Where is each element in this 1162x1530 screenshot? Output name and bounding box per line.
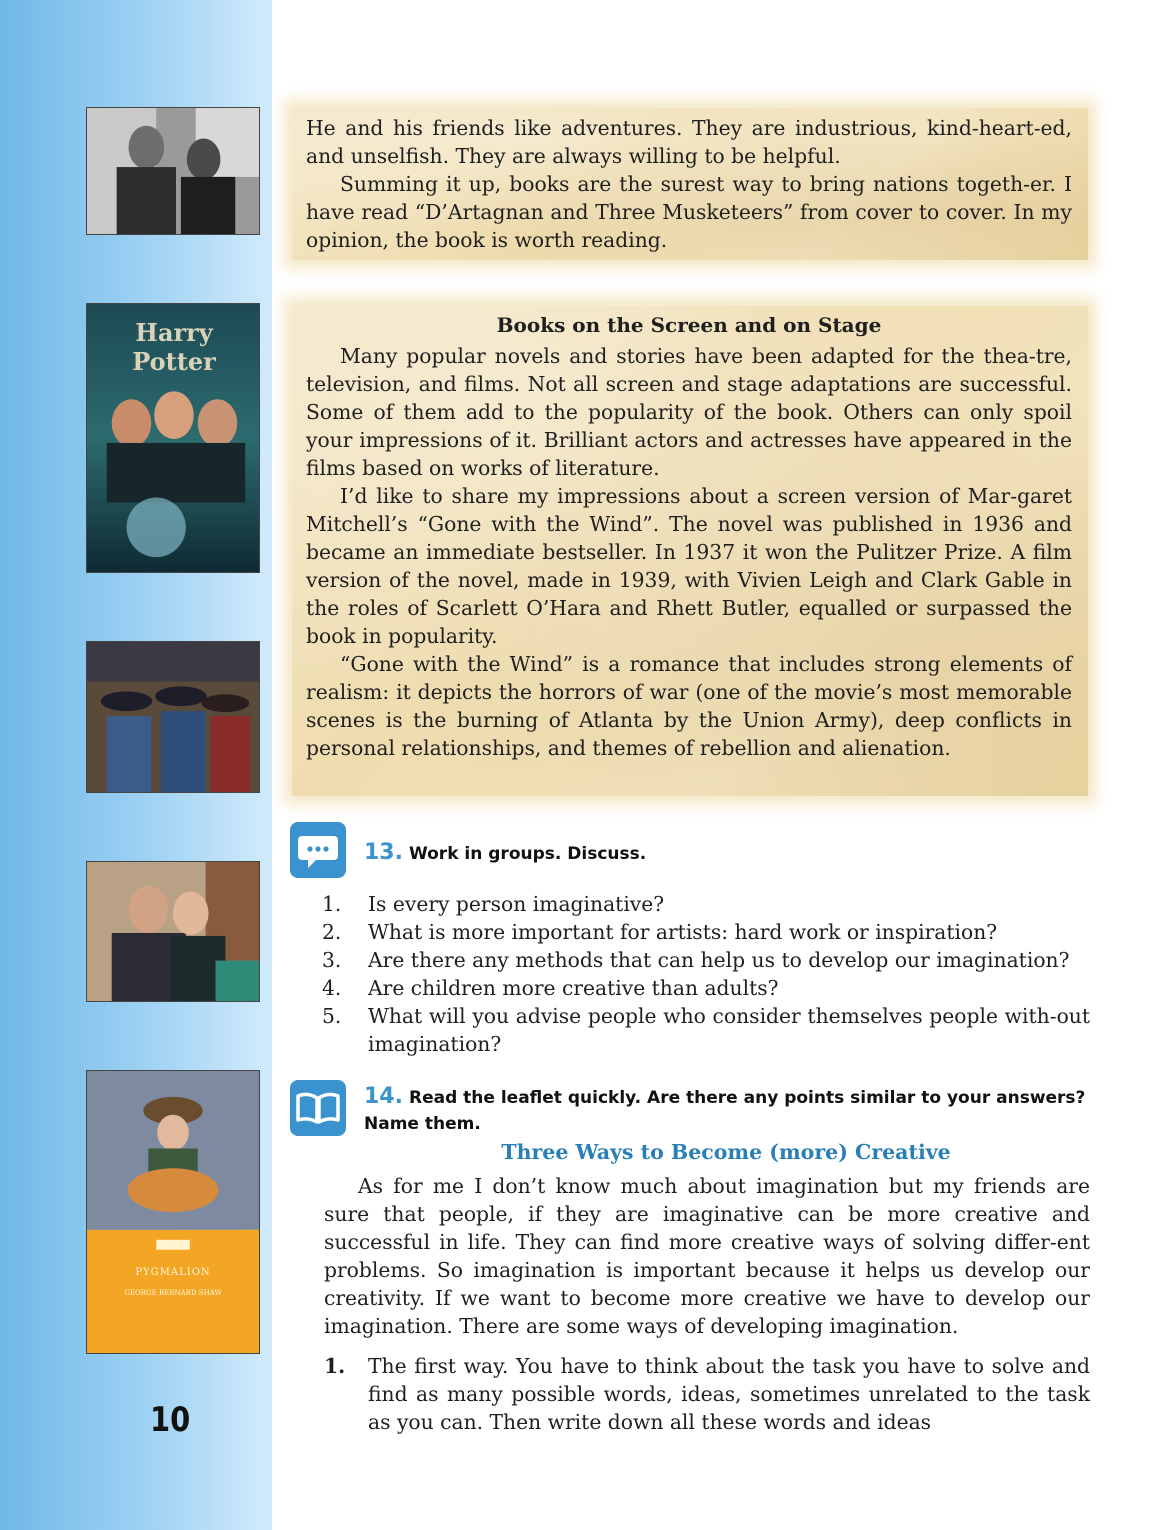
- exercise-instruction: Work in groups. Discuss.: [408, 844, 647, 864]
- exercise-number: 13.: [364, 840, 403, 865]
- paragraph: “Gone with the Wind” is a romance that includes strong elements of realism: it depicts the horrors of war (one of the movie’s most memorable scenes is the burning of Atlanta by the Union Army), deep conflicts in personal relationships, and themes of rebellion and alienation.: [306, 652, 1072, 760]
- paragraph: He and his friends like adventures. They are industrious, kind-heart-ed, and unselfish. They are always willing to be helpful.: [306, 116, 1072, 168]
- list-item: 2. What is more important for artists: hard work or inspiration?: [322, 920, 998, 944]
- pygmalion-author: GEORGE BERNARD SHAW: [124, 1289, 222, 1297]
- harry-potter-logo: Harry Potter: [132, 318, 216, 376]
- paragraph: Summing it up, books are the surest way to bring nations togeth-er. I have read “D’Artagnan and Three Musketeers” from cover to cover. In my opinion, the book is worth reading.: [306, 172, 1072, 252]
- speech-bubble-icon: [290, 822, 346, 878]
- way-text: The first way. You have to think about the task you have to solve and find as many possible words, ideas, sometimes unrelated to the task as you can. Then write down all these words and ideas: [368, 1354, 1090, 1434]
- leaflet-body: As for me I don’t know much about imagination but my friends are sure that people, if they are imaginative can be more creative and successful in life. They can find more creative ways of solving differ-ent problems. So imagination is important because it helps us develop our creativity. If we want to become more creative we have to develop our imagination. There are some ways of developing imagination.: [324, 1174, 1090, 1338]
- leaflet-title: Three Ways to Become (more) Creative: [501, 1140, 951, 1164]
- list-item: 5. What will you advise people who consider themselves people with-out imagination?: [322, 1004, 1090, 1056]
- exercise-13-header: [364, 840, 646, 867]
- three-musketeers-still: [86, 641, 260, 793]
- discussion-questions: [322, 890, 1090, 1058]
- box-title: Books on the Screen and on Stage: [496, 313, 882, 337]
- harry-potter-cover: [86, 303, 260, 573]
- exercise-number: 14.: [364, 1084, 403, 1109]
- pygmalion-title: PYGMALION: [135, 1267, 211, 1278]
- page-number: 10: [150, 1400, 191, 1440]
- paragraph: Many popular novels and stories have been adapted for the thea-tre, television, and films. Not all screen and stage adaptations are successful. Some of them add to the popularity of the book. Others can only spoil your impressions of it. Brilliant actors and actresses have appeared in the films based on works of literature.: [306, 344, 1072, 480]
- way-number: 1.: [324, 1354, 346, 1378]
- list-item: 3. Are there any methods that can help us to develop our imagination?: [322, 948, 1070, 972]
- exercise-instruction: Read the leaflet quickly. Are there any points similar to your answers? Name them.: [364, 1088, 1086, 1134]
- way-item: [324, 1352, 1090, 1436]
- gone-with-the-wind-still-bw: [86, 107, 260, 235]
- open-book-icon: [290, 1080, 346, 1136]
- gone-with-the-wind-still-color: [86, 861, 260, 1002]
- list-item: 4. Are children more creative than adults?: [322, 976, 779, 1000]
- text-box-musketeers: [292, 108, 1088, 260]
- list-item: 1. Is every person imaginative?: [322, 892, 665, 916]
- exercise-14-header: [364, 1084, 1090, 1137]
- pygmalion-cover: [86, 1070, 260, 1354]
- paragraph: I’d like to share my impressions about a screen version of Mar-garet Mitchell’s “Gone with the Wind”. The novel was published in 1936 and became an immediate bestseller. In 1937 it won the Pulitzer Prize. A film version of the novel, made in 1939, with Vivien Leigh and Clark Gable in the roles of Scarlett O’Hara and Rhett Butler, equalled or surpassed the book in popularity.: [306, 484, 1072, 648]
- text-box-screen-and-stage: [292, 306, 1088, 796]
